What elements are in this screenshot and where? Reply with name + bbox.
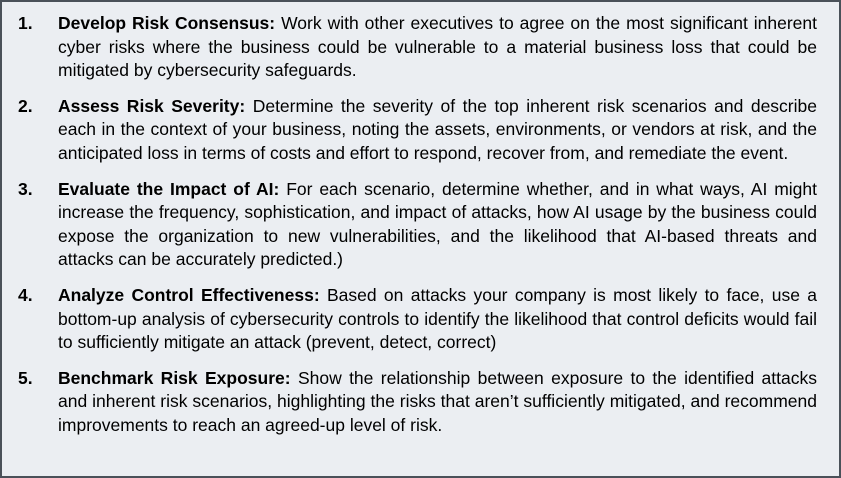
- item-title: Benchmark Risk Exposure:: [58, 367, 291, 388]
- item-title: Develop Risk Consensus:: [58, 13, 276, 33]
- item-text: Show the relationship between exposure to the identified attacks and inherent risk scenarios, highlighting the risks that aren’t sufficiently mitigated, and recommend improvements to reach an agreed-up level of risk.: [58, 367, 817, 435]
- item-number: 3.: [18, 178, 33, 199]
- item-text: Based on attacks your company is most likely to face, use a bottom-up analysis of cybersecurity controls to identify the likelihood that control deficits would fail to sufficiently mitigate an attack (prevent, detect, correct): [58, 284, 818, 353]
- item-number: 4.: [18, 284, 33, 305]
- item-title: Evaluate the Impact of AI:: [58, 178, 280, 199]
- item-body: [58, 12, 817, 83]
- item-body: [58, 284, 817, 355]
- list-item: [18, 178, 817, 272]
- list-item: [18, 95, 817, 166]
- list-item: [18, 12, 817, 83]
- item-body: [58, 367, 817, 438]
- list-item: [18, 367, 817, 438]
- item-title: Analyze Control Effectiveness:: [58, 284, 320, 305]
- item-number: 5.: [18, 367, 33, 388]
- item-text: For each scenario, determine whether, and in what ways, AI might increase the frequency, sophistication, and impact of attacks, how AI usage by the business could expose the organization to new vulnerabilities, and the likelihood that AI-based threats and attacks can be accurately predicted.): [58, 178, 817, 270]
- item-body: [58, 178, 817, 272]
- item-number: 1.: [18, 13, 33, 33]
- numbered-list: [18, 12, 817, 438]
- list-item: [18, 284, 817, 355]
- item-body: [58, 95, 817, 166]
- item-text: Determine the severity of the top inherent risk scenarios and describe each in the context of your business, noting the assets, environments, or vendors at risk, and the anticipated loss in terms of costs and effort to respond, recover from, and remediate the event.: [58, 95, 817, 163]
- item-text: Work with other executives to agree on the most significant inherent cyber risks where the business could be vulnerable to a material business loss that could be mitigated by cybersecurity safeguards.: [58, 13, 818, 81]
- item-number: 2.: [18, 95, 33, 116]
- item-title: Assess Risk Severity:: [58, 95, 246, 116]
